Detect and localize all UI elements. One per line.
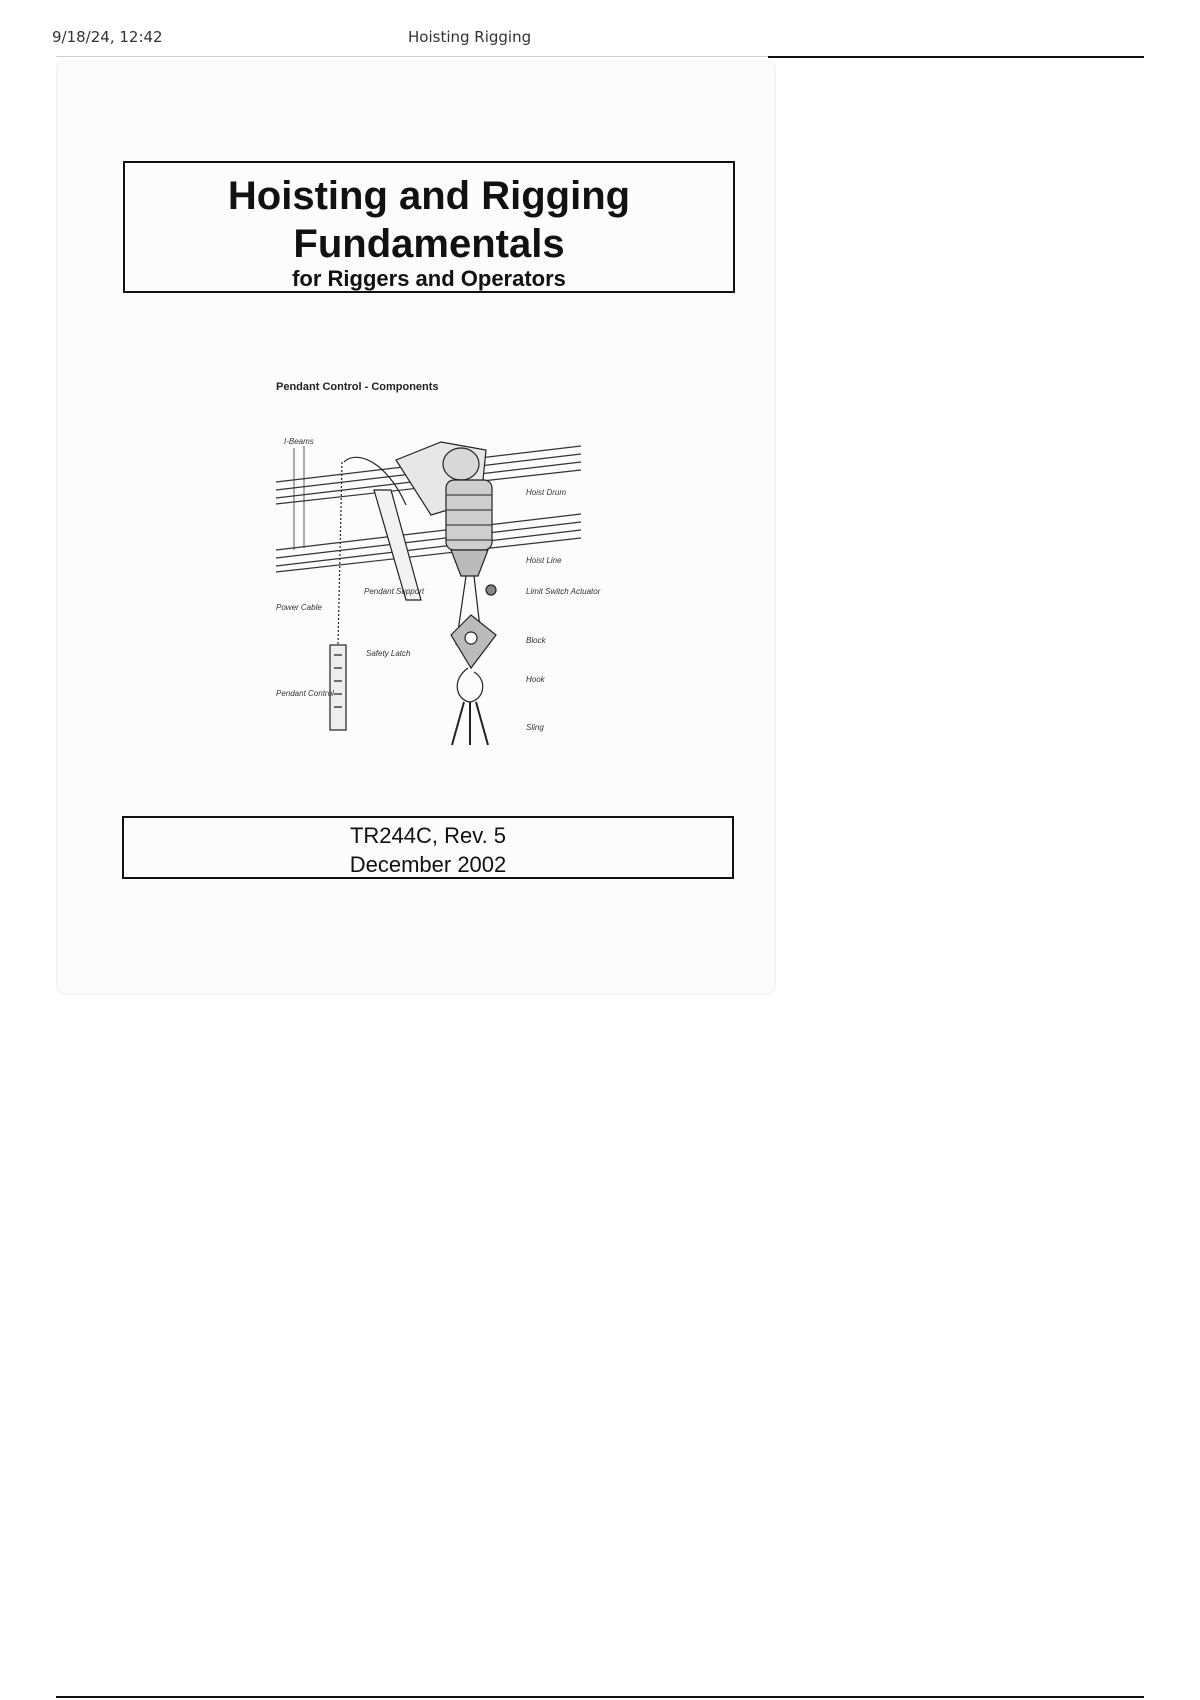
block-hook-sling-drawing: [451, 576, 496, 745]
label-hook: Hook: [526, 675, 545, 684]
label-i-beams: I-Beams: [284, 437, 314, 446]
print-page-title: Hoisting Rigging: [408, 28, 532, 46]
title-line-1: Hoisting and Rigging: [227, 174, 631, 218]
label-safety-latch: Safety Latch: [366, 649, 411, 658]
title-line-2: Fundamentals: [293, 222, 565, 266]
print-datetime: 9/18/24, 12:42: [52, 28, 163, 46]
subtitle: for Riggers and Operators: [292, 266, 566, 291]
scanned-cover-page: [56, 60, 776, 995]
title-box: [123, 161, 735, 293]
document-date: December 2002: [349, 852, 507, 877]
label-power-cable: Power Cable: [276, 603, 322, 612]
top-rule-left: [56, 56, 768, 57]
label-sling: Sling: [526, 723, 544, 732]
label-limit-switch-actuator: Limit Switch Actuator: [526, 587, 601, 596]
top-rule-right: [768, 56, 1144, 58]
label-block: Block: [526, 636, 546, 645]
revision-box: [122, 816, 734, 879]
label-pendant-support: Pendant Support: [364, 587, 425, 596]
label-hoist-line: Hoist Line: [526, 556, 562, 565]
label-pendant-control: Pendant Control: [276, 689, 334, 698]
pendant-control-diagram: [256, 400, 646, 800]
bottom-rule: [56, 1696, 1144, 1698]
label-hoist-drum: Hoist Drum: [526, 488, 567, 497]
document-id: TR244C, Rev. 5: [349, 823, 507, 848]
figure-caption: Pendant Control - Components: [276, 381, 439, 393]
